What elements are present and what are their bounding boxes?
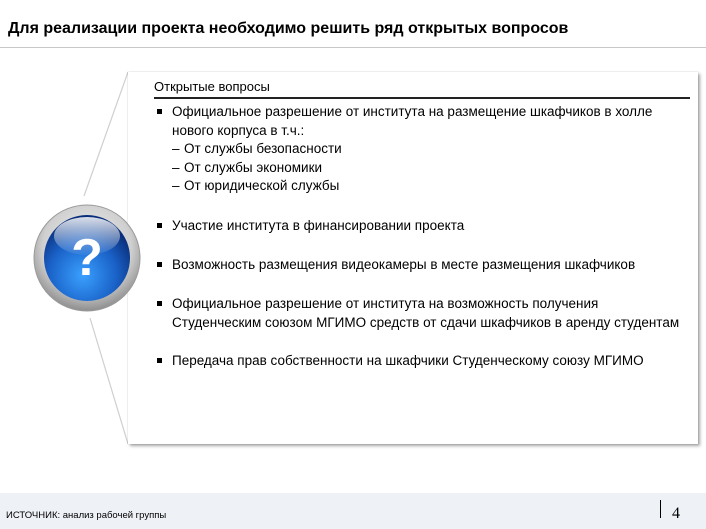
list-item [154, 256, 690, 275]
bullet-marker [157, 223, 162, 228]
sub-item: – От юридической службы [172, 177, 690, 196]
list-item-text: Официальное разрешение от института на размещение шкафчиков в холле нового корпуса в т.ч.: [172, 104, 653, 138]
question-mark-icon [32, 203, 142, 313]
sub-item: – От службы экономики [172, 159, 690, 178]
list-item-text: Возможность размещения видеокамеры в месте размещения шкафчиков [172, 256, 636, 272]
bullet-marker [157, 358, 162, 363]
sub-item: – От службы безопасности [172, 140, 690, 159]
bullet-marker [157, 262, 162, 267]
question-glyph: ? [71, 229, 103, 287]
list-item-text: Передача прав собственности на шкафчики Студенческому союзу МГИМО [172, 353, 644, 369]
list-item-text: Официальное разрешение от института на возможность получения Студенческим союзом МГИМО средств от сдачи шкафчиков в аренду студентам [172, 296, 680, 330]
panel-header-rule [154, 97, 690, 99]
bullet-marker [157, 109, 162, 114]
source-note: ИСТОЧНИК: анализ рабочей группы [6, 510, 167, 521]
page-number: 4 [672, 505, 680, 522]
list-item-text: Участие института в финансировании проекта [172, 217, 465, 233]
list-item [154, 103, 690, 196]
list-item [154, 217, 690, 236]
title-divider [0, 47, 706, 48]
panel-header: Открытые вопросы [154, 79, 270, 94]
list-item [154, 295, 690, 332]
list-item [154, 352, 690, 371]
question-list [154, 103, 690, 371]
bullet-marker [157, 301, 162, 306]
page-title: Для реализации проекта необходимо решить ряд открытых вопросов [8, 20, 569, 37]
page-number-divider [660, 500, 661, 518]
